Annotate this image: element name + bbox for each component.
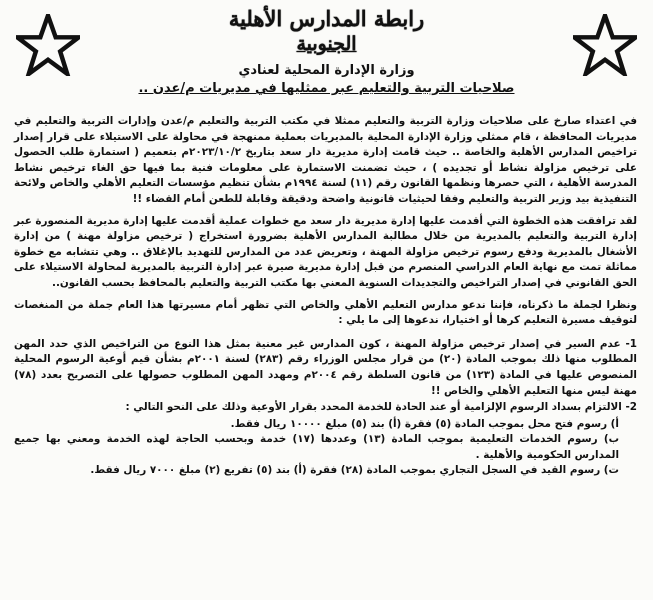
paragraph: في اعتداء صارخ على صلاحيات وزارة التربية والتعليم ممثلا في مكتب التربية والتعليم م/عدن وإدارات التربية والتعليم في مديريات المحافظة ، قام ممثلي وزارة الإدارة المحلية بالمديريات بعملية ممنهجة في محاولة على الاستيلاء على قرار إصدار تراخيص المدارس الأهلية والخاصة .. حيث قامت إدارة مديرية دار سعد بتاريخ ٢٠٢٣/١٠/٢م بتعميم ( استمارة طلب الحصول على ترخيص مزاولة نشاط أو تجديده ) ، حيث تضمنت الاستمارة على معلومات فنية بما فيها حق الغاء ترخيص نشاط المدرسة الأهلية ، التي حصرها ونظمها القانون رقم (١١) لسنة ١٩٩٤م بشأن تنظيم مؤسسات التعليم الأهلي والخاص ولائحة التنفيذية بيد وزير التربية والتعليم وفقا لحيثيات قانونية واضحة ودقيقة وقابلة للطعن أمام القضاء !! xyxy=(14,115,637,205)
organization-subname: الجنوبية xyxy=(296,33,357,55)
list-item: 2- الالتزام بسداد الرسوم الإلزامية أو عند الحادة للخدمة المحدد بقرار الأوعية وذلك على النحو التالي : xyxy=(125,401,637,414)
paragraph: لقد ترافقت هذه الخطوة التي أقدمت عليها إدارة مديرية دار سعد مع خطوات عملية أقدمت عليها إدارة مديرية المنصورة عبر إدارة التربية والتعليم بالمديرية من خلال مطالبة المدارس الأهلية بضرورة استخراج ( ترخيص مزاولة مهنة ) من إدارة الأشغال بالمديرية ودفع رسوم ترخيص مزاولة المهنة ، وتعريض عدد من المدارس للتهديد بالإغلاق .. وهي تتشابه مع خطوة مماثلة تمت مع نهاية العام الدراسي المنصرم من قبل إدارة مديرية صيرة عبر إدارة التربية بالمديرية لمحاولة الاستيلاء على الحق القانوني في إصدار التراخيص والتجديدات السنوية المعني بها مكتب التربية والتعليم بالمحافظ بحسب القانون.. xyxy=(14,214,637,289)
demands-list xyxy=(14,337,637,416)
letter-body xyxy=(14,114,637,479)
paragraph: ونظرا لجملة ما ذكرناه، فإننا ندعو مدارس التعليم الأهلي والخاص التي تظهر أمام مسيرتها هذا العام جملة من المنغصات لتوقيف مسيرة التعليم كرها أو اختيارا، ندعوها إلى ما يلي : xyxy=(14,298,637,327)
list-item: 1- عدم السير في إصدار ترخيص مزاولة المهنة ، كون المدارس غير معنية بمثل هذا النوع من التراخيص الذي حدد المهن المطلوب منها ذلك بموجب المادة (٢٠) من قرار مجلس الوزراء رقم (٢٨٣) لسنة ٢٠٠١م بشأن قيم أوعية الرسوم المحلية المنصوص عليها في المادة (١٢٣) من قانون السلطة رقم ٢٠٠٤م ومهدد المهن المطلوب حصولها على التصريح بعدد (٧٨) مهنة ليس منها التعليم الأهلي والخاص !! xyxy=(14,337,637,397)
addressee: وزارة الإدارة المحلية لعنادي xyxy=(238,63,415,78)
list-item: ت) رسوم القيد في السجل التجاري بموجب المادة (٢٨) فقرة (أ) بند (٥) تفريع (٢) مبلغ ٧٠٠٠ ريال فقط. xyxy=(90,464,619,477)
list-item: ب) رسوم الخدمات التعليمية بموجب المادة (١٣) وعددها (١٧) خدمة وبحسب الحاجة لهذه الخدمة ومعني بها جميع المدارس الحكومية والأهلية . xyxy=(14,433,620,461)
organization-name: رابطة المدارس الأهلية xyxy=(228,6,425,31)
fees-list xyxy=(14,417,619,479)
subject-line: صلاحيات التربية والتعليم عبر ممثليها في مديريات م/عدن .. xyxy=(138,81,515,96)
letterhead xyxy=(0,6,653,98)
list-item: أ) رسوم فتح محل بموجب المادة (٥) فقرة (أ) بند (٥) مبلغ ١٠٠٠٠ ريال فقط. xyxy=(230,417,619,430)
